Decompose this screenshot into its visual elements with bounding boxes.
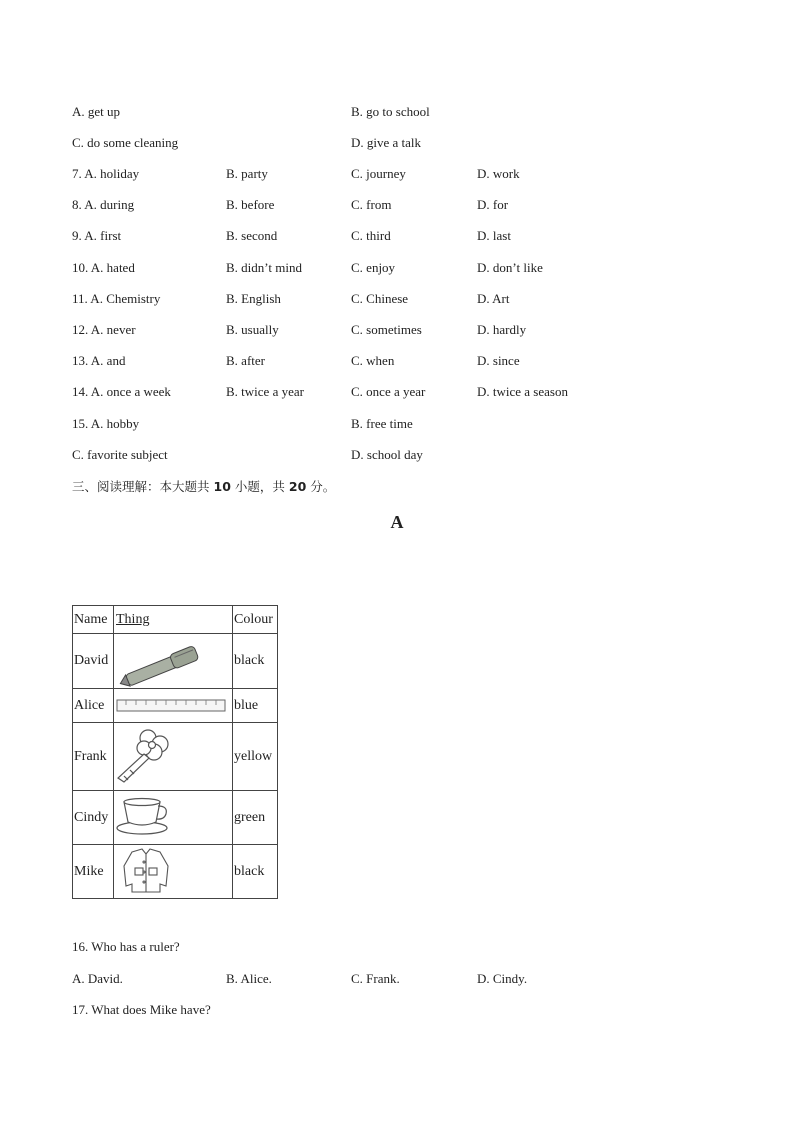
option-a: 11. A. Chemistry — [72, 291, 161, 306]
section-score: 20 — [288, 479, 307, 494]
question-16-options — [72, 969, 722, 989]
row-colour: black — [233, 634, 278, 689]
header-thing — [114, 606, 233, 634]
question-17 — [72, 1000, 722, 1020]
question-16-text: 16. Who has a ruler? — [72, 939, 180, 954]
option-c: C. once a year — [351, 384, 426, 399]
option-d: D. twice a season — [477, 384, 568, 399]
row-colour: yellow — [233, 723, 278, 791]
question-6-row-1 — [72, 102, 722, 122]
option-a: 7. A. holiday — [72, 166, 140, 181]
items-table — [72, 605, 278, 899]
question-13-row — [72, 351, 722, 371]
question-14-row — [72, 382, 722, 402]
header-colour: Colour — [233, 606, 278, 634]
section-end: 分。 — [310, 479, 336, 494]
table-row — [73, 723, 278, 791]
option-c: C. from — [351, 197, 392, 212]
passage-label: A — [390, 512, 404, 532]
option-a: 12. A. never — [72, 322, 136, 337]
option-15c: C. favorite subject — [72, 447, 168, 462]
option-6a: A. get up — [72, 104, 121, 119]
option-15a: 15. A. hobby — [72, 416, 140, 431]
option-d: D. hardly — [477, 322, 527, 337]
question-6-row-2 — [72, 133, 722, 153]
table-row — [73, 634, 278, 689]
section-count: 10 — [213, 479, 231, 494]
option-b: B. didn’t mind — [226, 260, 302, 275]
option-6b: B. go to school — [351, 104, 430, 119]
option-16c: C. Frank. — [351, 971, 400, 986]
section-mid: 小题，共 — [234, 479, 285, 494]
option-c: C. journey — [351, 166, 406, 181]
row-thing — [114, 634, 233, 689]
option-b: B. before — [226, 197, 275, 212]
option-16b: B. Alice. — [226, 971, 272, 986]
question-7-row — [72, 164, 722, 184]
option-b: B. after — [226, 353, 265, 368]
option-c: C. Chinese — [351, 291, 409, 306]
row-colour: black — [233, 845, 278, 899]
question-8-row — [72, 195, 722, 215]
option-b: B. second — [226, 228, 278, 243]
row-name: Alice — [73, 689, 114, 723]
row-colour: green — [233, 791, 278, 845]
question-17-text: 17. What does Mike have? — [72, 1002, 211, 1017]
table-header-row — [73, 606, 278, 634]
option-d: D. work — [477, 166, 520, 181]
option-a: 8. A. during — [72, 197, 135, 212]
row-colour: blue — [233, 689, 278, 723]
cup-icon — [114, 792, 228, 844]
question-16 — [72, 937, 722, 957]
row-name: Cindy — [73, 791, 114, 845]
ruler-icon — [114, 691, 228, 721]
section-heading — [72, 477, 335, 495]
option-c: C. sometimes — [351, 322, 422, 337]
option-b: B. usually — [226, 322, 279, 337]
question-15-row-1 — [72, 414, 722, 434]
option-c: C. third — [351, 228, 391, 243]
row-thing — [114, 791, 233, 845]
section-title: 三、阅读理解：本大题共 — [72, 479, 210, 494]
pen-icon — [114, 635, 228, 688]
row-thing — [114, 689, 233, 723]
option-16d: D. Cindy. — [477, 971, 528, 986]
question-10-row — [72, 258, 722, 278]
option-d: D. for — [477, 197, 509, 212]
table-row — [73, 845, 278, 899]
table-row — [73, 689, 278, 723]
option-c: C. enjoy — [351, 260, 396, 275]
option-d: D. don’t like — [477, 260, 543, 275]
option-a: 10. A. hated — [72, 260, 135, 275]
question-15-row-2 — [72, 445, 722, 465]
option-a: 13. A. and — [72, 353, 126, 368]
row-thing — [114, 723, 233, 791]
question-9-row — [72, 226, 722, 246]
option-6d: D. give a talk — [351, 135, 422, 150]
option-b: B. party — [226, 166, 268, 181]
option-d: D. since — [477, 353, 520, 368]
option-15d: D. school day — [351, 447, 423, 462]
row-name: David — [73, 634, 114, 689]
question-11-row — [72, 289, 722, 309]
jacket-icon — [114, 846, 228, 898]
row-thing — [114, 845, 233, 899]
option-d: D. last — [477, 228, 511, 243]
option-b: B. twice a year — [226, 384, 304, 399]
key-icon — [114, 724, 228, 790]
row-name: Mike — [73, 845, 114, 899]
option-a: 9. A. first — [72, 228, 122, 243]
option-c: C. when — [351, 353, 395, 368]
option-b: B. English — [226, 291, 281, 306]
header-thing-label: Thing — [116, 611, 150, 627]
table-row — [73, 791, 278, 845]
option-d: D. Art — [477, 291, 510, 306]
option-15b: B. free time — [351, 416, 413, 431]
row-name: Frank — [73, 723, 114, 791]
question-12-row — [72, 320, 722, 340]
option-6c: C. do some cleaning — [72, 135, 179, 150]
option-16a: A. David. — [72, 971, 123, 986]
header-name: Name — [73, 606, 114, 634]
option-a: 14. A. once a week — [72, 384, 171, 399]
